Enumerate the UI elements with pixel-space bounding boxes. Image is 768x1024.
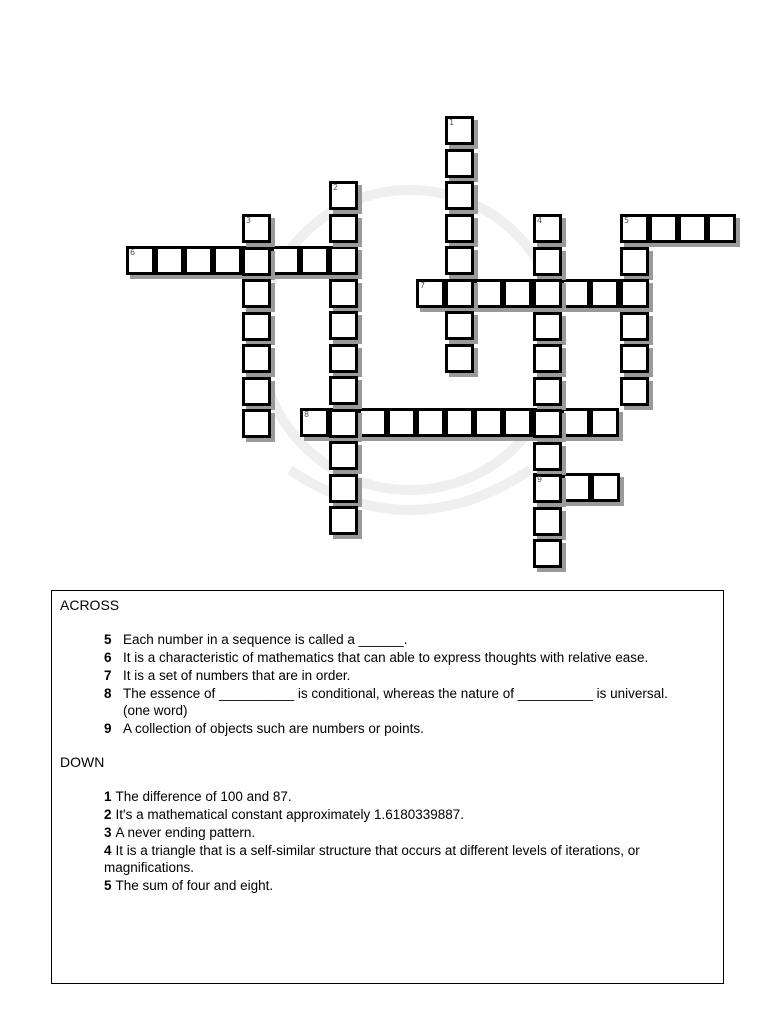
crossword-cell[interactable] xyxy=(213,246,242,275)
cell-clue-number: 2 xyxy=(333,183,339,192)
crossword-cell[interactable] xyxy=(445,279,474,308)
crossword-cell[interactable] xyxy=(329,246,358,275)
crossword-cell[interactable] xyxy=(503,279,532,308)
crossword-cell[interactable] xyxy=(329,344,358,373)
crossword-cell[interactable] xyxy=(620,247,649,276)
clue-number: 2 xyxy=(104,807,112,822)
down-title: DOWN xyxy=(60,754,105,770)
crossword-cell[interactable] xyxy=(329,279,358,308)
crossword-cell[interactable] xyxy=(155,246,184,275)
crossword-cell[interactable] xyxy=(591,473,620,502)
crossword-cell[interactable] xyxy=(329,474,358,503)
clue-text: It is a triangle that is a self-similar structure that occurs at different levels of iterations, or magnifications. xyxy=(104,843,640,875)
crossword-cell[interactable] xyxy=(707,214,736,243)
across-clue xyxy=(60,685,715,719)
crossword-cell[interactable] xyxy=(242,247,271,276)
crossword-cell[interactable] xyxy=(445,344,474,373)
crossword-cell[interactable] xyxy=(329,441,358,470)
crossword-cell[interactable] xyxy=(562,473,591,502)
clue-number: 5 xyxy=(104,878,112,893)
crossword-cell[interactable] xyxy=(358,408,387,437)
crossword-cell[interactable] xyxy=(474,279,503,308)
clue-number: 9 xyxy=(104,721,112,736)
crossword-cell[interactable] xyxy=(678,214,707,243)
crossword-cell[interactable] xyxy=(620,377,649,406)
crossword-cell[interactable] xyxy=(329,376,358,405)
cell-clue-number: 8 xyxy=(304,410,310,419)
clue-number: 1 xyxy=(104,789,112,804)
across-clue xyxy=(60,667,715,684)
crossword-cell[interactable] xyxy=(242,312,271,341)
crossword-cell[interactable] xyxy=(533,247,562,276)
cell-clue-number: 3 xyxy=(246,216,252,225)
across-clue xyxy=(60,720,715,737)
clue-text: The essence of __________ is conditional, whereas the nature of __________ is universal. (one word) xyxy=(123,686,668,718)
crossword-cell[interactable] xyxy=(474,408,503,437)
down-clue-list xyxy=(60,788,715,894)
cell-clue-number: 4 xyxy=(537,216,543,225)
crossword-cell[interactable] xyxy=(329,506,358,535)
crossword-cell[interactable] xyxy=(533,539,562,568)
cell-clue-number: 6 xyxy=(130,248,136,257)
crossword-cell[interactable] xyxy=(329,311,358,340)
across-clue-list xyxy=(60,631,715,737)
clue-number: 8 xyxy=(104,686,112,701)
down-clue xyxy=(60,806,715,823)
crossword-cell[interactable] xyxy=(620,344,649,373)
down-clue xyxy=(60,877,715,894)
crossword-cell[interactable] xyxy=(445,181,474,210)
crossword-cell[interactable] xyxy=(590,279,619,308)
crossword-cell[interactable] xyxy=(445,246,474,275)
cell-clue-number: 9 xyxy=(537,475,543,484)
crossword-cell[interactable] xyxy=(620,312,649,341)
across-title: ACROSS xyxy=(60,597,120,613)
across-clue xyxy=(60,649,715,666)
clue-number: 6 xyxy=(104,650,112,665)
crossword-cell[interactable] xyxy=(503,408,532,437)
clues-box xyxy=(51,590,724,984)
crossword-cell[interactable] xyxy=(416,408,445,437)
clue-number: 7 xyxy=(104,668,112,683)
crossword-cell[interactable] xyxy=(620,279,649,308)
crossword-cell[interactable] xyxy=(300,246,329,275)
crossword-cell[interactable] xyxy=(242,377,271,406)
crossword-cell[interactable] xyxy=(533,507,562,536)
crossword-cell[interactable] xyxy=(533,344,562,373)
clue-text: The sum of four and eight. xyxy=(115,878,274,893)
crossword-cell[interactable] xyxy=(533,409,562,438)
cell-clue-number: 7 xyxy=(420,281,426,290)
clue-text: A collection of objects such are numbers or points. xyxy=(123,721,424,736)
clue-text: Each number in a sequence is called a ______. xyxy=(123,632,408,647)
crossword-cell[interactable] xyxy=(271,246,300,275)
crossword-cell[interactable] xyxy=(184,246,213,275)
crossword-cell[interactable] xyxy=(445,214,474,243)
crossword-cell[interactable] xyxy=(590,408,619,437)
clue-number: 3 xyxy=(104,825,112,840)
down-clue xyxy=(60,824,715,841)
clue-text: It's a mathematical constant approximately 1.6180339887. xyxy=(115,807,465,822)
crossword-cell[interactable] xyxy=(329,409,358,438)
crossword-cell[interactable] xyxy=(533,442,562,471)
crossword-cell[interactable] xyxy=(649,214,678,243)
clue-text: It is a characteristic of mathematics that can able to express thoughts with relative ease. xyxy=(123,650,649,665)
clue-text: The difference of 100 and 87. xyxy=(115,789,292,804)
crossword-cell[interactable] xyxy=(533,377,562,406)
crossword-cell[interactable] xyxy=(561,408,590,437)
down-clue xyxy=(60,788,715,805)
crossword-cell[interactable] xyxy=(387,408,416,437)
crossword-cell[interactable] xyxy=(329,214,358,243)
crossword-cell[interactable] xyxy=(561,279,590,308)
across-clue xyxy=(60,631,715,648)
clue-number: 4 xyxy=(104,843,112,858)
cell-clue-number: 5 xyxy=(624,216,630,225)
crossword-cell[interactable] xyxy=(445,408,474,437)
clue-text: It is a set of numbers that are in order. xyxy=(123,668,351,683)
clue-text: A never ending pattern. xyxy=(115,825,256,840)
clue-number: 5 xyxy=(104,632,112,647)
crossword-cell[interactable] xyxy=(242,279,271,308)
crossword-cell[interactable] xyxy=(242,344,271,373)
crossword-cell[interactable] xyxy=(445,149,474,178)
cell-clue-number: 1 xyxy=(449,118,455,127)
crossword-cell[interactable] xyxy=(445,311,474,340)
crossword-cell[interactable] xyxy=(533,312,562,341)
down-clue xyxy=(60,842,715,876)
crossword-cell[interactable] xyxy=(533,279,562,308)
crossword-cell[interactable] xyxy=(242,409,271,438)
